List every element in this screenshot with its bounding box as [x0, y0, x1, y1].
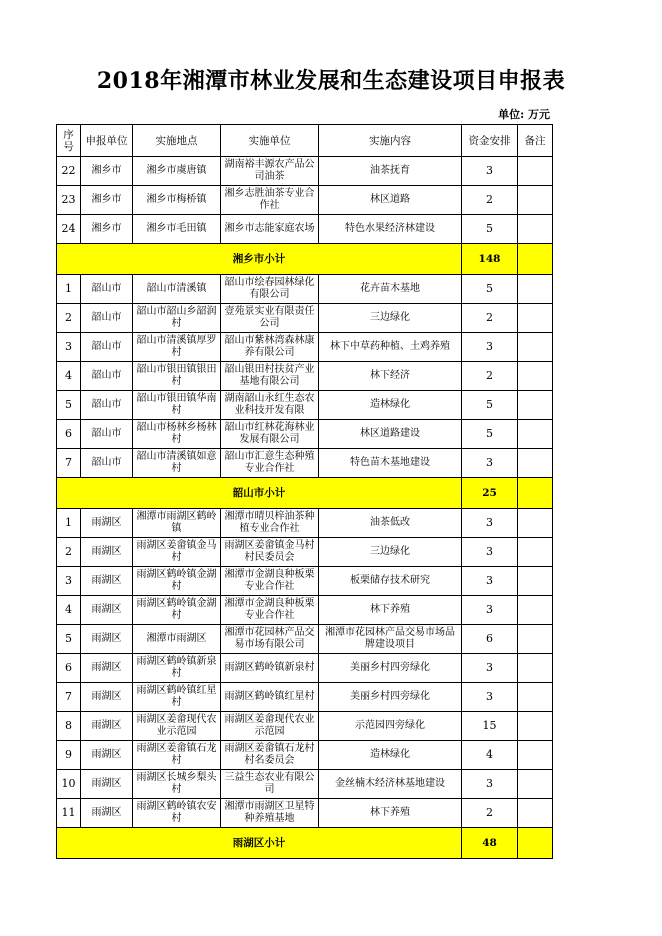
location-cell: 韶山市杨林乡杨林村	[133, 420, 221, 449]
table-row	[57, 567, 553, 596]
location-cell: 雨湖区鹤岭镇新泉村	[133, 654, 221, 683]
subtotal-funds: 48	[462, 828, 518, 859]
table-row	[57, 449, 553, 478]
funds-cell: 2	[462, 362, 518, 391]
note-cell	[518, 770, 553, 799]
header-cell: 实施地点	[133, 125, 221, 157]
funds-cell: 3	[462, 449, 518, 478]
note-cell	[518, 799, 553, 828]
location-cell: 韶山市银田镇银田村	[133, 362, 221, 391]
subtotal-label: 湘乡市小计	[57, 244, 462, 275]
content-cell: 板栗储存技术研究	[319, 567, 462, 596]
subtotal-funds: 25	[462, 478, 518, 509]
subtotal-funds: 148	[462, 244, 518, 275]
content-cell: 林下中草药种植、土鸡养殖	[319, 333, 462, 362]
serial-number-cell: 22	[57, 157, 81, 186]
funds-cell: 2	[462, 799, 518, 828]
location-cell: 韶山市清溪镇厚罗村	[133, 333, 221, 362]
table-row	[57, 215, 553, 244]
table-row	[57, 275, 553, 304]
serial-number-cell: 5	[57, 391, 81, 420]
implementer-cell: 韶山市汇意生态种殖专业合作社	[221, 449, 319, 478]
applicant-unit-cell: 湘乡市	[81, 157, 133, 186]
table-row	[57, 304, 553, 333]
location-cell: 湘乡市虞唐镇	[133, 157, 221, 186]
table-row	[57, 420, 553, 449]
table-row	[57, 625, 553, 654]
table-row	[57, 186, 553, 215]
implementer-cell: 壹苑景实业有限责任公司	[221, 304, 319, 333]
serial-number-cell: 4	[57, 362, 81, 391]
funds-cell: 2	[462, 304, 518, 333]
table-row	[57, 654, 553, 683]
funds-cell: 5	[462, 215, 518, 244]
applicant-unit-cell: 雨湖区	[81, 567, 133, 596]
applicant-unit-cell: 雨湖区	[81, 683, 133, 712]
note-cell	[518, 420, 553, 449]
serial-number-cell: 2	[57, 538, 81, 567]
serial-number-cell: 6	[57, 420, 81, 449]
note-cell	[518, 538, 553, 567]
funds-cell: 5	[462, 391, 518, 420]
location-cell: 韶山市清溪镇如意村	[133, 449, 221, 478]
applicant-unit-cell: 雨湖区	[81, 770, 133, 799]
header-cell: 资金安排	[462, 125, 518, 157]
implementer-cell: 湘潭市花园林产品交易市场有限公司	[221, 625, 319, 654]
content-cell: 湘潭市花园林产品交易市场品牌建设项目	[319, 625, 462, 654]
table-row	[57, 799, 553, 828]
location-cell: 雨湖区长城乡梨头村	[133, 770, 221, 799]
table-row	[57, 683, 553, 712]
content-cell: 特色水果经济林建设	[319, 215, 462, 244]
content-cell: 三边绿化	[319, 304, 462, 333]
applicant-unit-cell: 雨湖区	[81, 799, 133, 828]
applicant-unit-cell: 韶山市	[81, 449, 133, 478]
note-cell	[518, 596, 553, 625]
content-cell: 三边绿化	[319, 538, 462, 567]
applicant-unit-cell: 韶山市	[81, 362, 133, 391]
location-cell: 韶山市韶山乡韶润村	[133, 304, 221, 333]
applicant-unit-cell: 雨湖区	[81, 538, 133, 567]
content-cell: 造林绿化	[319, 741, 462, 770]
serial-number-cell: 1	[57, 509, 81, 538]
content-cell: 美丽乡村四旁绿化	[319, 654, 462, 683]
implementer-cell: 雨湖区姜畲镇金马村村民委员会	[221, 538, 319, 567]
content-cell: 林下经济	[319, 362, 462, 391]
funds-cell: 3	[462, 683, 518, 712]
note-cell	[518, 683, 553, 712]
location-cell: 雨湖区鹤岭镇农安村	[133, 799, 221, 828]
serial-number-cell: 3	[57, 333, 81, 362]
applicant-unit-cell: 雨湖区	[81, 741, 133, 770]
location-cell: 湘乡市毛田镇	[133, 215, 221, 244]
table-row	[57, 333, 553, 362]
table-row	[57, 741, 553, 770]
content-cell: 油茶低改	[319, 509, 462, 538]
table-row	[57, 712, 553, 741]
content-cell: 造林绿化	[319, 391, 462, 420]
funds-cell: 3	[462, 596, 518, 625]
location-cell: 雨湖区姜畲现代农业示范园	[133, 712, 221, 741]
serial-number-cell: 5	[57, 625, 81, 654]
applicant-unit-cell: 韶山市	[81, 391, 133, 420]
note-cell	[518, 509, 553, 538]
subtotal-note	[518, 478, 553, 509]
implementer-cell: 湘潭市金湖良种板栗专业合作社	[221, 567, 319, 596]
content-cell: 示范园四旁绿化	[319, 712, 462, 741]
serial-number-cell: 7	[57, 449, 81, 478]
funds-cell: 2	[462, 186, 518, 215]
header-cell: 序号	[57, 125, 81, 157]
applicant-unit-cell: 韶山市	[81, 420, 133, 449]
note-cell	[518, 275, 553, 304]
note-cell	[518, 625, 553, 654]
project-table-body	[57, 125, 553, 859]
note-cell	[518, 391, 553, 420]
note-cell	[518, 654, 553, 683]
table-row	[57, 538, 553, 567]
implementer-cell: 雨湖区姜畲镇石龙村村名委员会	[221, 741, 319, 770]
table-row	[57, 596, 553, 625]
serial-number-cell: 4	[57, 596, 81, 625]
location-cell: 韶山市清溪镇	[133, 275, 221, 304]
table-header-row	[57, 125, 553, 157]
content-cell: 林下养殖	[319, 596, 462, 625]
subtotal-label: 雨湖区小计	[57, 828, 462, 859]
funds-cell: 15	[462, 712, 518, 741]
funds-cell: 5	[462, 420, 518, 449]
page-title: 2018年湘潭市林业发展和生态建设项目申报表	[96, 68, 566, 94]
content-cell: 林区道路	[319, 186, 462, 215]
serial-number-cell: 1	[57, 275, 81, 304]
applicant-unit-cell: 雨湖区	[81, 596, 133, 625]
implementer-cell: 韶山市绘春园林绿化有限公司	[221, 275, 319, 304]
note-cell	[518, 215, 553, 244]
note-cell	[518, 333, 553, 362]
header-cell: 实施单位	[221, 125, 319, 157]
funds-cell: 3	[462, 567, 518, 596]
funds-cell: 3	[462, 770, 518, 799]
funds-cell: 6	[462, 625, 518, 654]
subtotal-row	[57, 828, 553, 859]
implementer-cell: 湘乡志胜油茶专业合作社	[221, 186, 319, 215]
funds-cell: 3	[462, 157, 518, 186]
implementer-cell: 韶山市红林花海林业发展有限公司	[221, 420, 319, 449]
location-cell: 雨湖区姜畲镇石龙村	[133, 741, 221, 770]
header-cell: 申报单位	[81, 125, 133, 157]
note-cell	[518, 741, 553, 770]
subtotal-note	[518, 244, 553, 275]
implementer-cell: 湖南韶山永红生态农业科技开发有限	[221, 391, 319, 420]
location-cell: 雨湖区姜畲镇金马村	[133, 538, 221, 567]
subtotal-row	[57, 478, 553, 509]
note-cell	[518, 712, 553, 741]
content-cell: 油茶抚育	[319, 157, 462, 186]
location-cell: 湘潭市雨湖区	[133, 625, 221, 654]
funds-cell: 5	[462, 275, 518, 304]
header-cell: 备注	[518, 125, 553, 157]
subtotal-note	[518, 828, 553, 859]
funds-cell: 3	[462, 333, 518, 362]
funds-cell: 3	[462, 654, 518, 683]
content-cell: 美丽乡村四旁绿化	[319, 683, 462, 712]
implementer-cell: 韶山银田村扶贫产业基地有限公司	[221, 362, 319, 391]
serial-number-cell: 24	[57, 215, 81, 244]
location-cell: 湘乡市梅桥镇	[133, 186, 221, 215]
implementer-cell: 雨湖区鹤岭镇新泉村	[221, 654, 319, 683]
implementer-cell: 湘潭市晴贝梓油茶种植专业合作社	[221, 509, 319, 538]
applicant-unit-cell: 雨湖区	[81, 654, 133, 683]
note-cell	[518, 304, 553, 333]
project-table	[56, 124, 553, 859]
location-cell: 雨湖区鹤岭镇金湖村	[133, 596, 221, 625]
content-cell: 花卉苗木基地	[319, 275, 462, 304]
table-row	[57, 770, 553, 799]
location-cell: 湘潭市雨湖区鹤岭镇	[133, 509, 221, 538]
applicant-unit-cell: 韶山市	[81, 304, 133, 333]
applicant-unit-cell: 韶山市	[81, 275, 133, 304]
header-cell: 实施内容	[319, 125, 462, 157]
serial-number-cell: 2	[57, 304, 81, 333]
applicant-unit-cell: 韶山市	[81, 333, 133, 362]
note-cell	[518, 567, 553, 596]
serial-number-cell: 8	[57, 712, 81, 741]
location-cell: 雨湖区鹤岭镇红星村	[133, 683, 221, 712]
implementer-cell: 湘乡市志能家庭农场	[221, 215, 319, 244]
note-cell	[518, 362, 553, 391]
note-cell	[518, 186, 553, 215]
unit-label: 单位: 万元	[498, 108, 550, 121]
table-row	[57, 362, 553, 391]
note-cell	[518, 157, 553, 186]
funds-cell: 4	[462, 741, 518, 770]
applicant-unit-cell: 湘乡市	[81, 186, 133, 215]
serial-number-cell: 3	[57, 567, 81, 596]
implementer-cell: 湘潭市金湖良种板栗专业合作社	[221, 596, 319, 625]
serial-number-cell: 23	[57, 186, 81, 215]
applicant-unit-cell: 雨湖区	[81, 509, 133, 538]
implementer-cell: 雨湖区鹤岭镇红星村	[221, 683, 319, 712]
serial-number-cell: 7	[57, 683, 81, 712]
content-cell: 金丝楠木经济林基地建设	[319, 770, 462, 799]
implementer-cell: 雨湖区姜畲现代农业示范园	[221, 712, 319, 741]
serial-number-cell: 6	[57, 654, 81, 683]
location-cell: 韶山市银田镇华南村	[133, 391, 221, 420]
content-cell: 林下养殖	[319, 799, 462, 828]
content-cell: 林区道路建设	[319, 420, 462, 449]
funds-cell: 3	[462, 538, 518, 567]
subtotal-row	[57, 244, 553, 275]
applicant-unit-cell: 湘乡市	[81, 215, 133, 244]
funds-cell: 3	[462, 509, 518, 538]
serial-number-cell: 9	[57, 741, 81, 770]
implementer-cell: 三益生态农业有限公司	[221, 770, 319, 799]
serial-number-cell: 10	[57, 770, 81, 799]
serial-number-cell: 11	[57, 799, 81, 828]
applicant-unit-cell: 雨湖区	[81, 712, 133, 741]
table-row	[57, 509, 553, 538]
subtotal-label: 韶山市小计	[57, 478, 462, 509]
implementer-cell: 韶山市紫林湾森林康养有限公司	[221, 333, 319, 362]
note-cell	[518, 449, 553, 478]
table-row	[57, 391, 553, 420]
implementer-cell: 湘潭市雨湖区卫星特种养殖基地	[221, 799, 319, 828]
content-cell: 特色苗木基地建设	[319, 449, 462, 478]
applicant-unit-cell: 雨湖区	[81, 625, 133, 654]
table-row	[57, 157, 553, 186]
location-cell: 雨湖区鹤岭镇金湖村	[133, 567, 221, 596]
implementer-cell: 湖南裕丰源农产品公司油茶	[221, 157, 319, 186]
